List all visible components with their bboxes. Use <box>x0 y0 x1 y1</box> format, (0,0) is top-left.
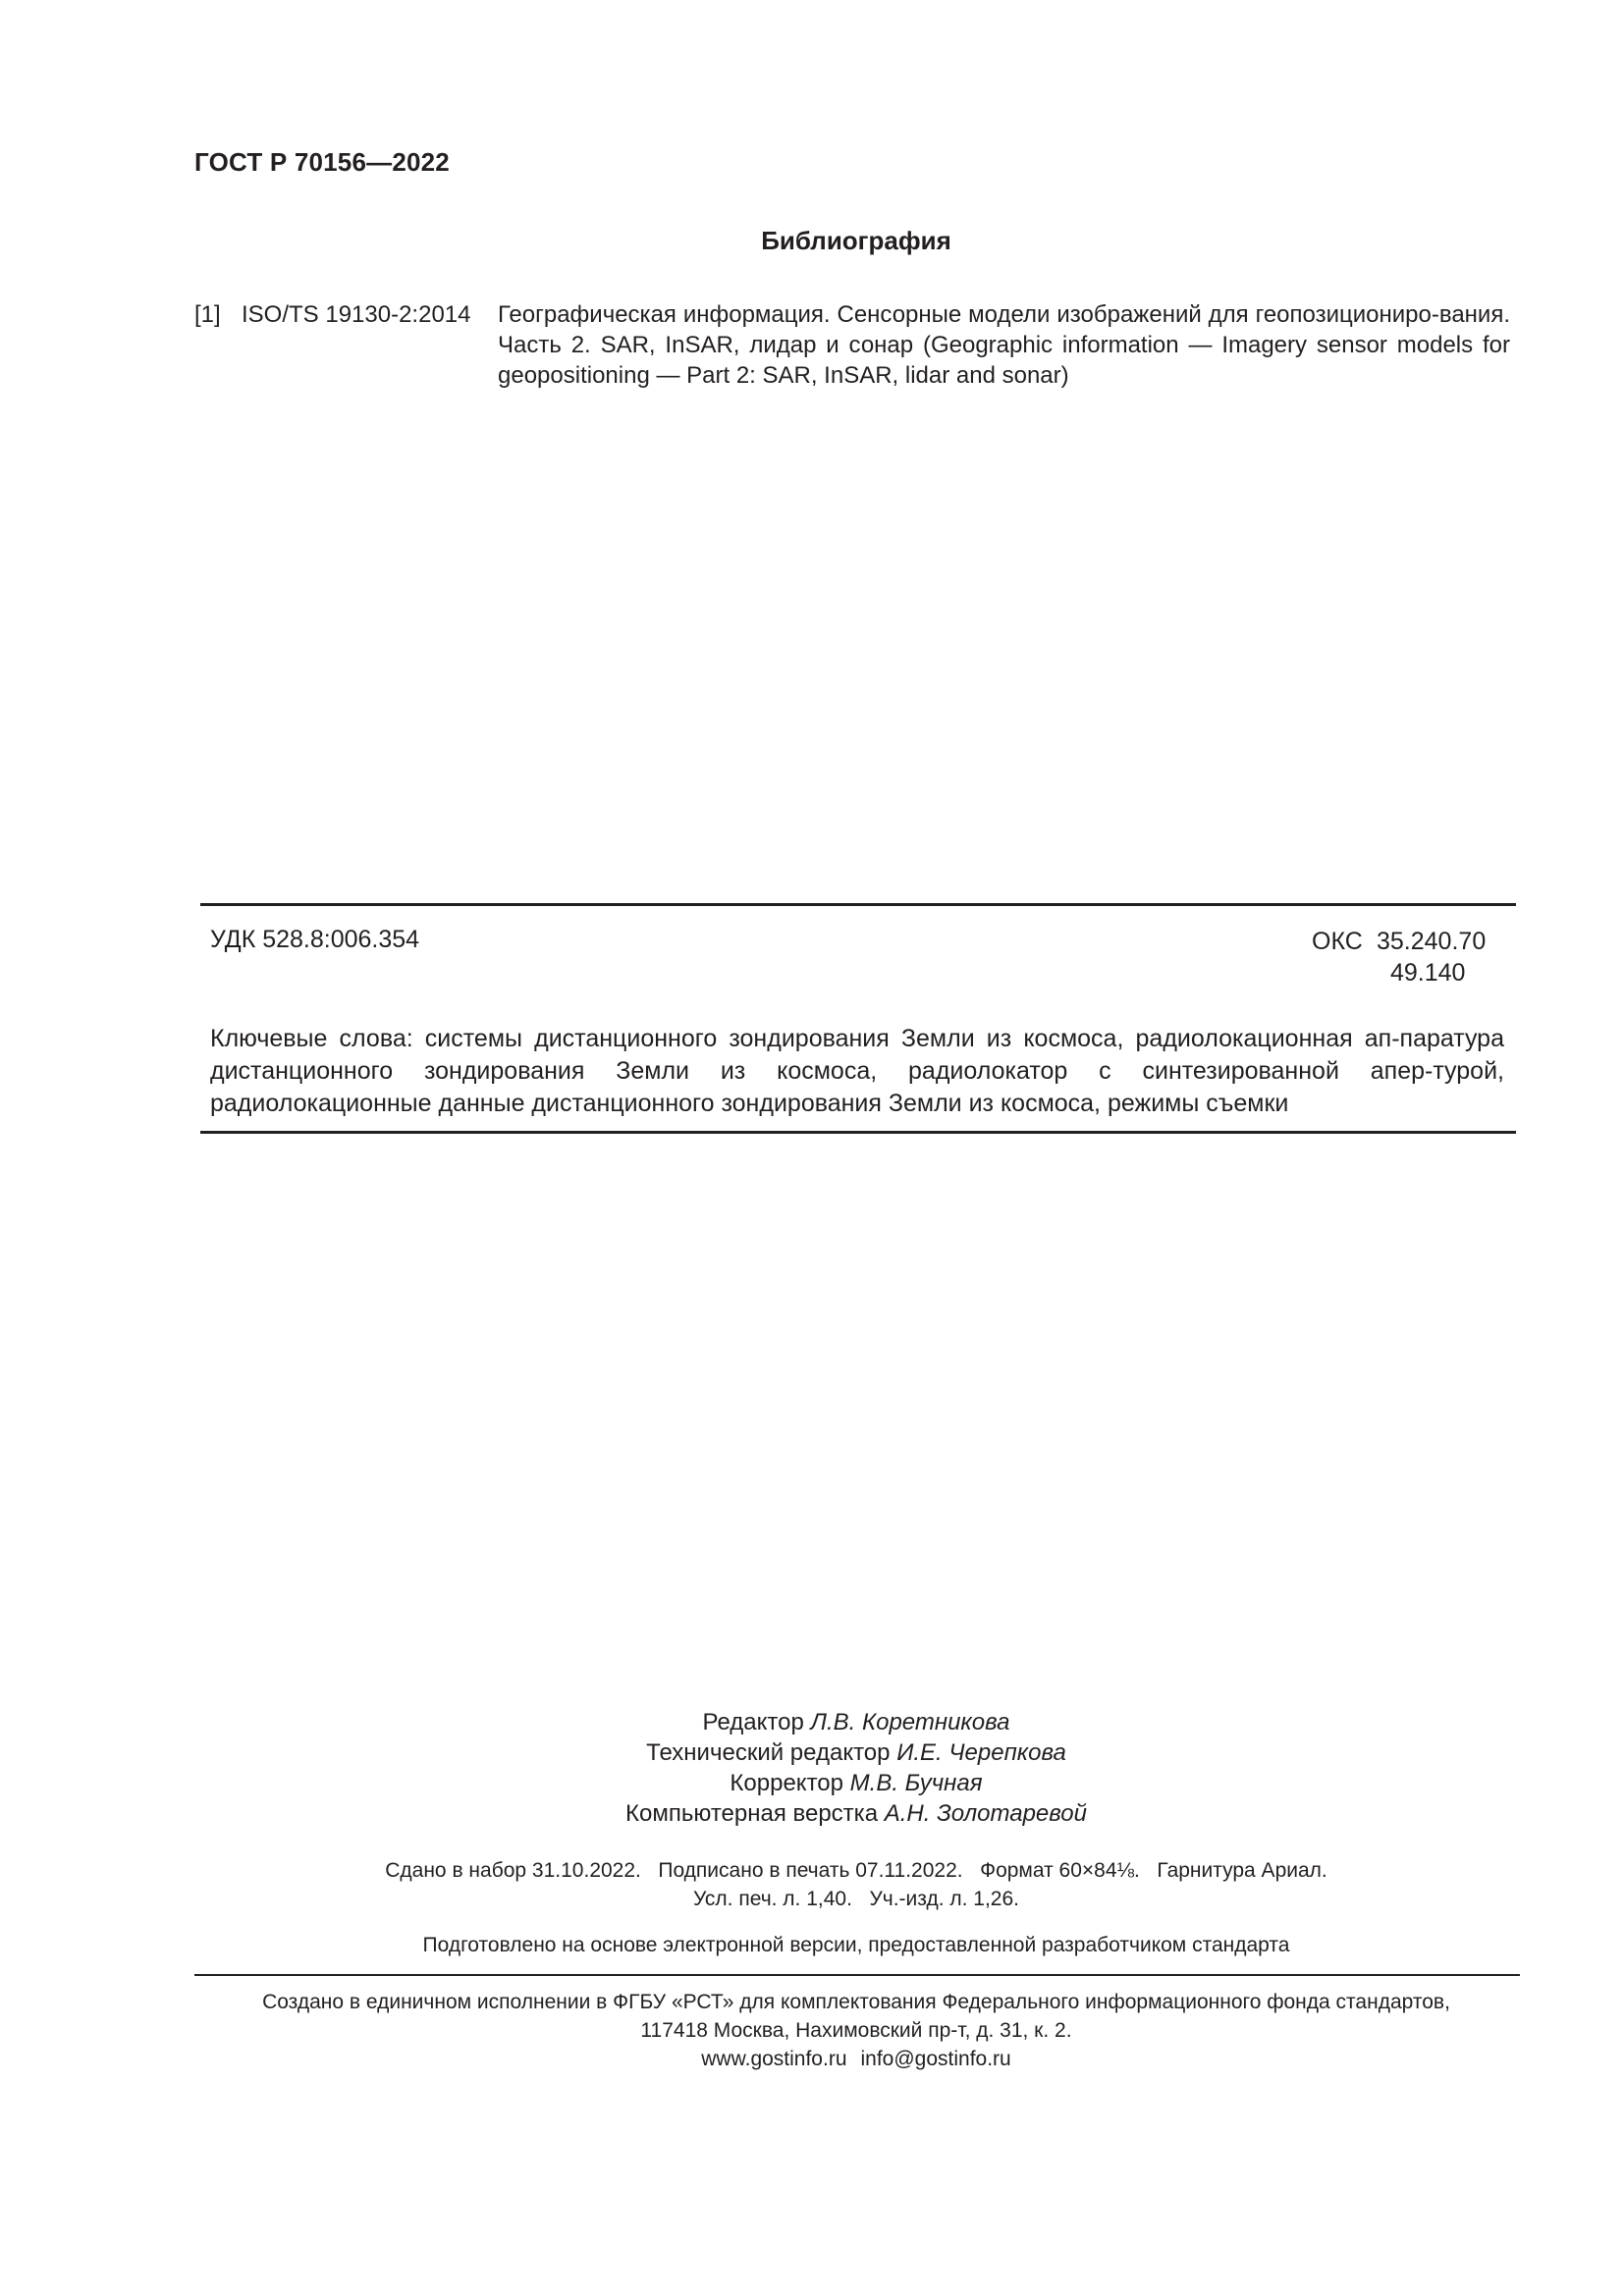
imprint-line: Усл. печ. л. 1,40. Уч.-изд. л. 1,26. <box>692 1888 1019 1910</box>
bottom-divider <box>200 1131 1516 1134</box>
imprint-block <box>0 1856 1624 1913</box>
oks-code: 49.140 <box>1390 959 1466 987</box>
credit-role: Технический редактор <box>646 1739 891 1766</box>
credit-line <box>0 1737 1624 1768</box>
top-divider <box>200 903 1516 906</box>
bibliography-title: Библиография <box>761 226 951 255</box>
prepared-note: Подготовлено на основе электронной версии, предоставленной разработчиком стандарта <box>422 1934 1290 1956</box>
standard-id-header: ГОСТ Р 70156—2022 <box>194 147 450 177</box>
udk-code: УДК 528.8:006.354 <box>210 926 420 953</box>
credit-role: Компьютерная верстка <box>625 1800 879 1827</box>
credit-name: И.Е. Черепкова <box>896 1739 1066 1766</box>
website-link[interactable]: www.gostinfo.ru <box>701 2048 847 2070</box>
credit-name: А.Н. Золотаревой <box>884 1800 1087 1827</box>
credit-line <box>0 1707 1624 1737</box>
footer-divider <box>194 1974 1520 1976</box>
credit-role: Корректор <box>730 1770 843 1796</box>
credit-role: Редактор <box>702 1709 804 1735</box>
oks-block <box>1312 926 1486 988</box>
bibliography-entry-code: ISO/TS 19130-2:2014 <box>242 301 471 328</box>
credit-name: Л.В. Коретникова <box>810 1709 1010 1735</box>
publisher-address: 117418 Москва, Нахимовский пр-т, д. 31, к. 2. <box>640 2019 1072 2042</box>
imprint-line: Сдано в набор 31.10.2022. Подписано в печать 07.11.2022. Формат 60×84⅛. Гарнитура Ариал. <box>385 1859 1327 1882</box>
email-link[interactable]: info@gostinfo.ru <box>860 2048 1011 2070</box>
oks-label: ОКС <box>1312 928 1363 955</box>
bibliography-entry-text: Географическая информация. Сенсорные модели изображений для геопозициониро-вания. Часть 2. SAR, InSAR, лидар и сонар (Geographic information — Imagery sensor models for geopositioning — Part 2: SAR, InSAR, lidar and sonar) <box>498 301 1510 389</box>
oks-codes <box>1377 926 1486 988</box>
publisher-contacts <box>0 2045 1624 2073</box>
bibliography-entry-number: [1] <box>194 301 221 328</box>
credits-block <box>0 1707 1624 1829</box>
publisher-line: Создано в единичном исполнении в ФГБУ «РСТ» для комплектования Федерального информационного фонда стандартов, <box>262 1991 1450 2013</box>
credit-line <box>0 1798 1624 1829</box>
credit-name: М.В. Бучная <box>849 1770 983 1796</box>
keywords-paragraph: Ключевые слова: системы дистанционного зондирования Земли из космоса, радиолокационная ап-паратура дистанционного зондирования Земли из космоса, радиолокатор с синтезированной апер-турой, радиолокационные данные дистанционного зондирования Земли из космоса, режимы съемки <box>210 1025 1504 1117</box>
credit-line <box>0 1768 1624 1798</box>
oks-code: 35.240.70 <box>1377 928 1487 955</box>
publisher-block <box>0 1988 1624 2073</box>
